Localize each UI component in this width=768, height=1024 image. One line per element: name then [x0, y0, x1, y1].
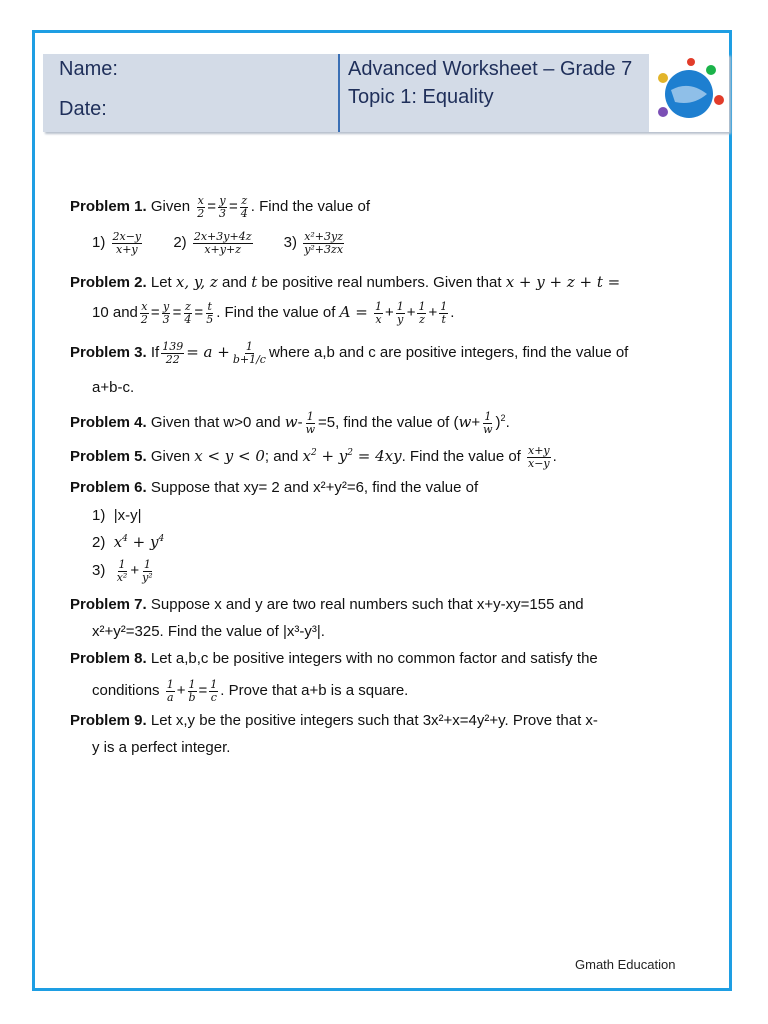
- problem-9: Problem 9. Let x,y be the positive integers such that 3x²+x=4y²+y. Prove that x-: [70, 712, 598, 729]
- problem-6-item-1: 1) |x-y|: [92, 507, 142, 524]
- problem-1: Problem 1. Given $\frac{x}{2}$ = $\frac{y}{3}$ = $\frac{z}{4}$ . Find the value of: [70, 194, 371, 220]
- worksheet-header: [43, 54, 729, 132]
- footer-brand: Gmath Education: [575, 957, 676, 972]
- problem-8-line2: conditions $\frac{1}{a}$ + $\frac{1}{b}$ = $\frac{1}{c}$ . Prove that a+b is a square.: [92, 678, 409, 704]
- problem-3: Problem 3. If $\frac{139}{22}$ = a + $\frac{1}{b+1/c}$ where a,b and c are positive integers, find the value of: [70, 340, 629, 366]
- problem-7: Problem 7. Suppose x and y are two real numbers such that x+y-xy=155 and: [70, 596, 584, 613]
- problem-4: Problem 4. Given that w>0 and w- $\frac{1}{w}$ =5, find the value of (w+ $\frac{1}{w}$ )$^2$.: [70, 410, 510, 436]
- name-label: Name:: [59, 58, 118, 80]
- worksheet-title: Advanced Worksheet – Grade 7: [348, 58, 633, 80]
- problem-1-parts: 1) $\frac{2x-y}{x+y}$ 2) $\frac{2x+3y+4z}{x+y+z}$ 3) $\frac{\text{x²+3yz}}{\text{y²+3zx}}$: [92, 230, 344, 256]
- problem-2: Problem 2. Let x, y, z and t be positive real numbers. Given that x + y + z + t =: [70, 273, 621, 291]
- problem-3-line2: a+b-c.: [92, 379, 135, 396]
- topic-title: Topic 1: Equality: [348, 86, 494, 108]
- problem-6: Problem 6. Suppose that xy= 2 and x²+y²=6, find the value of: [70, 479, 479, 496]
- problem-5: Problem 5. Given x < y < 0; and $x^2 + y^2 = 4xy$. Find the value of $\frac{x+y}{x-y}$ .: [70, 444, 557, 470]
- header-divider: [338, 54, 340, 132]
- problem-6-item-3: 3) $\frac{1}{\text{x²}}$ + $\frac{1}{\text{y²}}$: [92, 558, 153, 584]
- problem-8: Problem 8. Let a,b,c be positive integers with no common factor and satisfy the: [70, 650, 598, 667]
- problem-6-item-2: 2) $x^4 + y^4$: [92, 533, 165, 551]
- gmath-logo: [649, 54, 729, 132]
- problem-7-line2: x²+y²=325. Find the value of |x³-y³|.: [92, 623, 325, 640]
- problem-9-line2: y is a perfect integer.: [92, 739, 231, 756]
- date-label: Date:: [59, 98, 107, 120]
- problem-2-line2: 10 and $\frac{x}{2}$ = $\frac{y}{3}$ = $\frac{z}{4}$ = $\frac{t}{5}$ . Find the value of A = $\frac{1}{x}$ + $\frac{1}{y}$ + $\frac{1}{z}$ + $\frac{1}{t}$ .: [92, 300, 455, 326]
